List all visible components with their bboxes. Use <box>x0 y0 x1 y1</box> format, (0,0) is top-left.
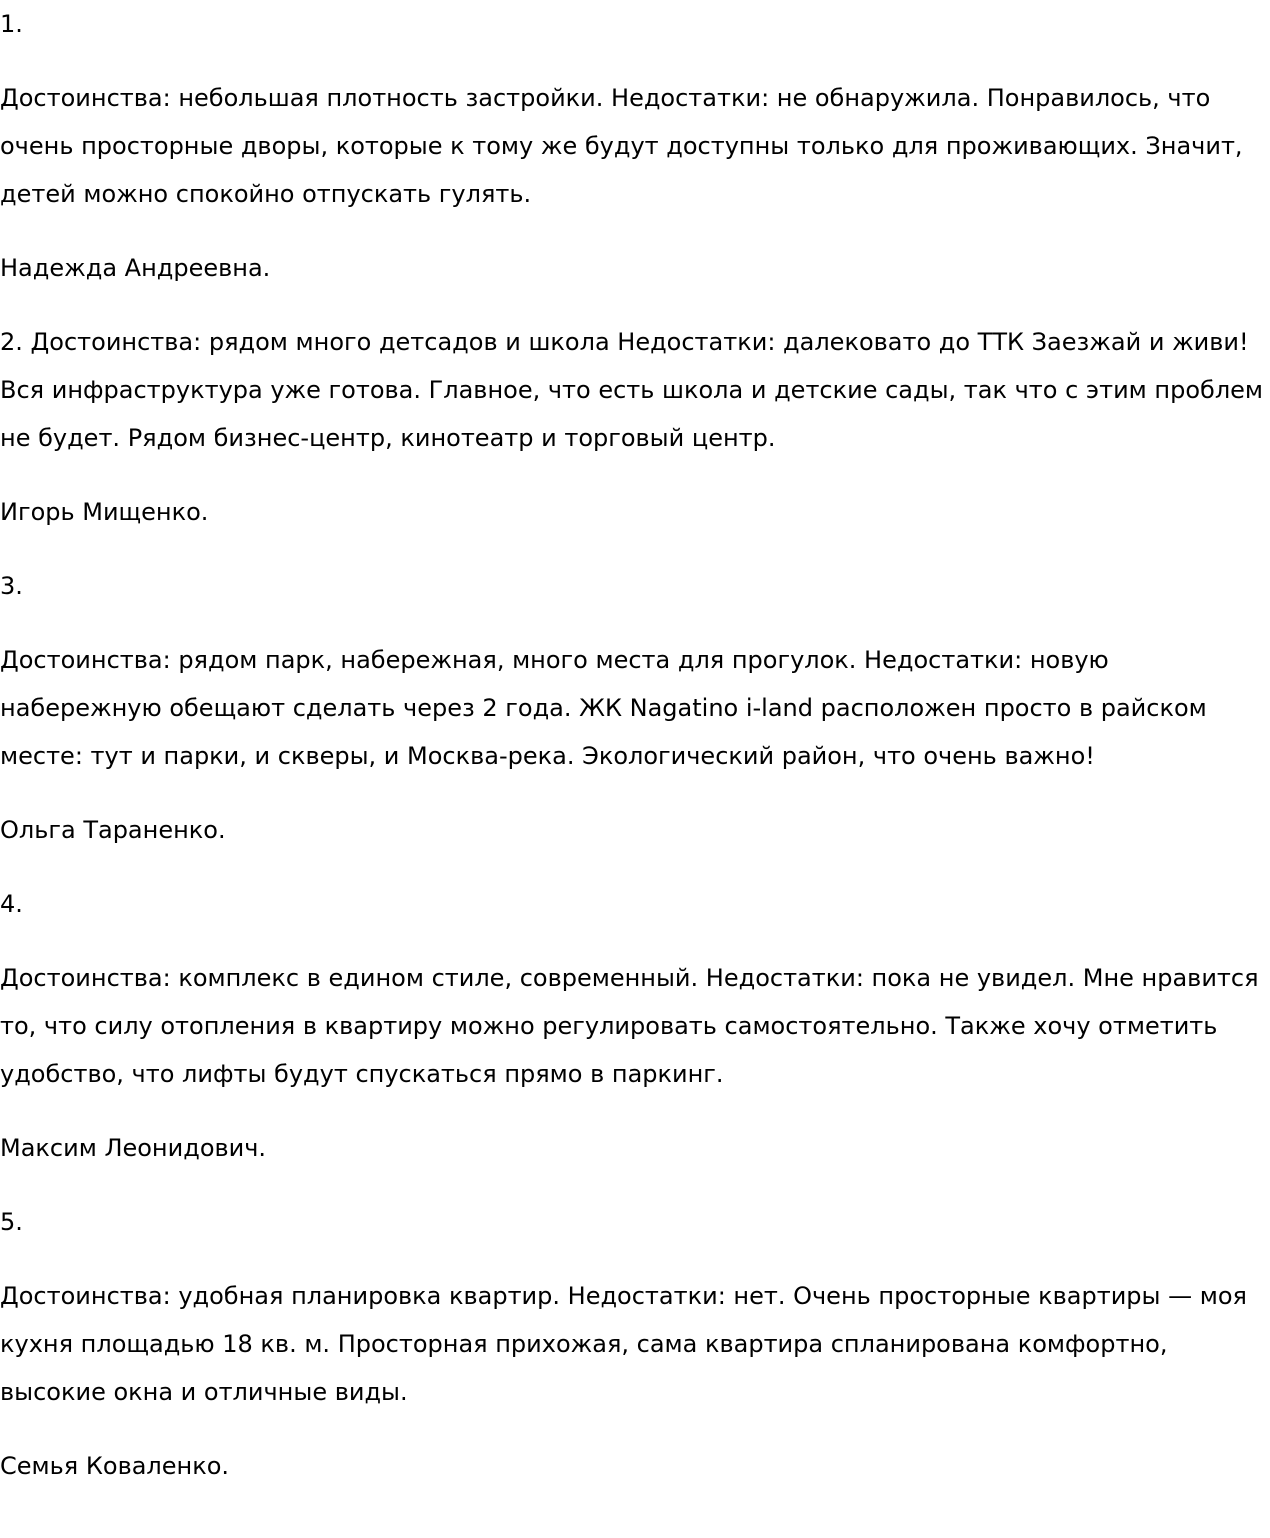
review-1 <box>0 0 1270 292</box>
review-number: 4. <box>0 890 23 918</box>
review-text: 2. Достоинства: рядом много детсадов и школа Недостатки: далековато до ТТК Заезжай и живи! Вся инфраструктура уже готова. Главное, что есть школа и детские сады, так что с этим проблем не будет. Рядом бизнес-центр, кинотеатр и торговый центр. <box>0 328 1264 452</box>
review-author: Семья Коваленко. <box>0 1452 230 1480</box>
review-3 <box>0 562 1270 854</box>
review-number: 1. <box>0 10 23 38</box>
review-author: Надежда Андреевна. <box>0 254 271 282</box>
review-text: Достоинства: удобная планировка квартир. Недостатки: нет. Очень просторные квартиры — моя кухня площадью 18 кв. м. Просторная прихожая, сама квартира спланирована комфортно, высокие окна и отличные виды. <box>0 1282 1247 1406</box>
review-author: Ольга Тараненко. <box>0 816 226 844</box>
review-4 <box>0 880 1270 1172</box>
review-author: Максим Леонидович. <box>0 1134 267 1162</box>
review-author: Игорь Мищенко. <box>0 498 209 526</box>
review-text: Достоинства: небольшая плотность застройки. Недостатки: не обнаружила. Понравилось, что очень просторные дворы, которые к тому же будут доступны только для проживающих. Значит, детей можно спокойно отпускать гулять. <box>0 84 1243 208</box>
review-2 <box>0 318 1270 536</box>
review-text: Достоинства: комплекс в едином стиле, современный. Недостатки: пока не увидел. Мне нравится то, что силу отопления в квартиру можно регулировать самостоятельно. Также хочу отметить удобство, что лифты будут спускаться прямо в паркинг. <box>0 964 1259 1088</box>
review-5 <box>0 1198 1270 1490</box>
review-text: Достоинства: рядом парк, набережная, много места для прогулок. Недостатки: новую набережную обещают сделать через 2 года. ЖК Nagatino i-land расположен просто в райском месте: тут и парки, и скверы, и Москва-река. Экологический район, что очень важно! <box>0 646 1207 770</box>
review-number: 3. <box>0 572 23 600</box>
review-number: 5. <box>0 1208 23 1236</box>
